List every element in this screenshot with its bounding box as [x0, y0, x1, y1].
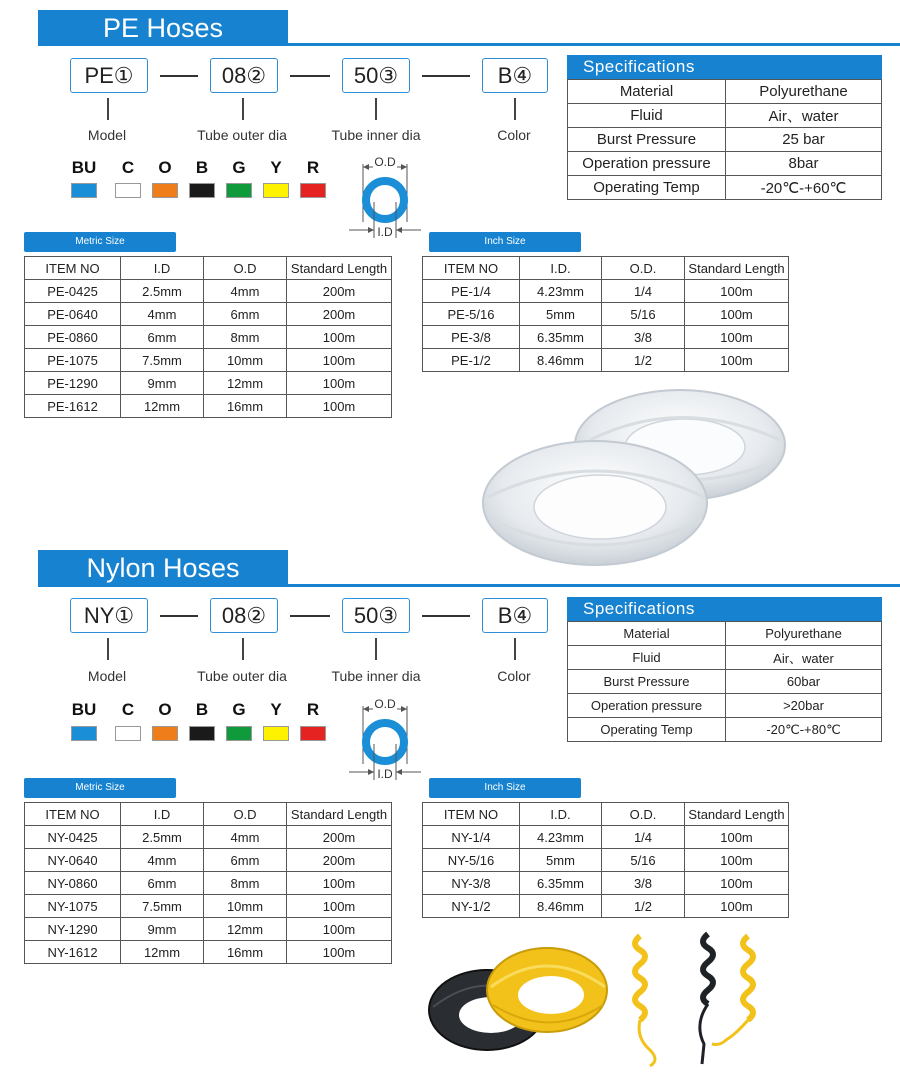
table-row	[25, 826, 392, 849]
spec-value: -20℃-+60℃	[726, 176, 882, 200]
ny-color-letter: BU	[71, 700, 97, 719]
spec-key: Operating Temp	[568, 718, 726, 742]
cell: PE-1075	[25, 349, 121, 372]
yellow-coil	[487, 948, 607, 1032]
table-row	[568, 646, 882, 670]
ny-label-model: Model	[87, 668, 127, 684]
cell: NY-0425	[25, 826, 121, 849]
pe-section-title: PE Hoses	[38, 10, 288, 46]
table-row	[423, 895, 789, 918]
pe-color-letter: B	[195, 158, 209, 177]
cell: PE-0860	[25, 326, 121, 349]
cell: 200m	[287, 826, 392, 849]
ny-code-dash	[160, 615, 198, 617]
cell: 16mm	[204, 395, 287, 418]
cell: PE-0640	[25, 303, 121, 326]
yellow-spiral-right	[712, 936, 753, 1045]
ny-label-outer: Tube outer dia	[197, 668, 287, 684]
pe-color-letter: O	[158, 158, 172, 177]
table-row	[25, 872, 392, 895]
col-header: Standard Length	[287, 803, 392, 826]
ny-color-letter: C	[121, 700, 135, 719]
ny-color-letter: O	[158, 700, 172, 719]
cell: 100m	[685, 849, 789, 872]
col-header: I.D	[121, 803, 204, 826]
cell: 1/2	[602, 895, 685, 918]
cell: 5mm	[520, 849, 602, 872]
table-row	[423, 849, 789, 872]
yellow-spiral-left	[635, 936, 655, 1066]
cell: 5/16	[602, 303, 685, 326]
spec-key: Burst Pressure	[568, 670, 726, 694]
pe-label-color: Color	[497, 127, 531, 143]
cell: NY-1/4	[423, 826, 520, 849]
ny-specs-title: Specifications	[567, 597, 882, 621]
ny-label-inner: Tube inner dia	[331, 668, 421, 684]
cell: 100m	[287, 326, 392, 349]
cell: PE-0425	[25, 280, 121, 303]
spec-value: Air、water	[726, 104, 882, 128]
ny-color-swatch	[115, 726, 141, 741]
ny-tube-diagram	[345, 694, 425, 784]
col-header: O.D	[204, 803, 287, 826]
pe-color-letter: BU	[71, 158, 97, 177]
cell: NY-1/2	[423, 895, 520, 918]
cell: 16mm	[204, 941, 287, 964]
cell: 100m	[685, 826, 789, 849]
cell: 100m	[287, 872, 392, 895]
cell: PE-1/2	[423, 349, 520, 372]
ny-code-inner: 50③	[342, 598, 410, 633]
ny-color-letter: R	[306, 700, 320, 719]
spec-key: Fluid	[568, 646, 726, 670]
cell: 12mm	[204, 372, 287, 395]
col-header: Standard Length	[685, 803, 789, 826]
ny-code-dash	[422, 615, 470, 617]
cell: PE-3/8	[423, 326, 520, 349]
ny-od-label: O.D	[374, 697, 396, 711]
table-row	[568, 694, 882, 718]
ny-id-label: I.D	[377, 767, 393, 781]
ny-color-swatch	[300, 726, 326, 741]
cell: 3/8	[602, 326, 685, 349]
table-row	[568, 622, 882, 646]
cell: 8.46mm	[520, 349, 602, 372]
cell: NY-1612	[25, 941, 121, 964]
cell: 12mm	[121, 395, 204, 418]
cell: PE-5/16	[423, 303, 520, 326]
cell: 1/2	[602, 349, 685, 372]
cell: PE-1612	[25, 395, 121, 418]
cell: PE-1290	[25, 372, 121, 395]
pe-metric-label: Metric Size	[24, 232, 176, 252]
ny-color-swatch	[226, 726, 252, 741]
col-header: O.D	[204, 257, 287, 280]
col-header: Standard Length	[685, 257, 789, 280]
col-header: I.D	[121, 257, 204, 280]
table-row	[25, 849, 392, 872]
cell: 4mm	[121, 303, 204, 326]
table-row	[423, 826, 789, 849]
ny-code-tick	[514, 638, 516, 660]
pe-inch-label: Inch Size	[429, 232, 581, 252]
spec-value: >20bar	[726, 694, 882, 718]
spec-key: Material	[568, 80, 726, 104]
pe-code-model: PE①	[70, 58, 148, 93]
pe-od-label: O.D	[374, 155, 396, 169]
spec-key: Material	[568, 622, 726, 646]
col-header: ITEM NO	[25, 803, 121, 826]
cell: 1/4	[602, 280, 685, 303]
cell: NY-1290	[25, 918, 121, 941]
cell: 4mm	[204, 826, 287, 849]
ny-code-tick	[375, 638, 377, 660]
col-header: I.D.	[520, 803, 602, 826]
cell: 100m	[685, 872, 789, 895]
pe-code-inner: 50③	[342, 58, 410, 93]
ny-color-swatch	[152, 726, 178, 741]
col-header: O.D.	[602, 803, 685, 826]
cell: 100m	[685, 326, 789, 349]
cell: 200m	[287, 280, 392, 303]
cell: 9mm	[121, 918, 204, 941]
col-header: Standard Length	[287, 257, 392, 280]
pe-color-letter: Y	[270, 158, 282, 177]
ny-code-tick	[242, 638, 244, 660]
spec-key: Burst Pressure	[568, 128, 726, 152]
ny-spiral-hoses-image	[620, 928, 770, 1068]
cell: 5mm	[520, 303, 602, 326]
cell: 100m	[685, 349, 789, 372]
cell: NY-0860	[25, 872, 121, 895]
ny-color-swatch	[71, 726, 97, 741]
cell: 200m	[287, 303, 392, 326]
cell: 12mm	[121, 941, 204, 964]
spec-value: 8bar	[726, 152, 882, 176]
cell: 100m	[287, 941, 392, 964]
cell: 8.46mm	[520, 895, 602, 918]
cell: 6.35mm	[520, 872, 602, 895]
cell: 6mm	[121, 326, 204, 349]
pe-id-label: I.D	[377, 225, 393, 239]
col-header: ITEM NO	[25, 257, 121, 280]
cell: 100m	[685, 280, 789, 303]
cell: 3/8	[602, 872, 685, 895]
spec-value: Polyurethane	[726, 622, 882, 646]
ny-color-swatch	[263, 726, 289, 741]
table-row	[25, 918, 392, 941]
ny-color-swatch	[189, 726, 215, 741]
spec-key: Operating Temp	[568, 176, 726, 200]
cell: NY-0640	[25, 849, 121, 872]
ny-color-letter: Y	[270, 700, 282, 719]
cell: NY-3/8	[423, 872, 520, 895]
cell: 200m	[287, 849, 392, 872]
ny-metric-table	[24, 802, 392, 964]
pe-color-letter: G	[232, 158, 246, 177]
cell: 4.23mm	[520, 826, 602, 849]
table-header-row	[25, 803, 392, 826]
cell: 5/16	[602, 849, 685, 872]
cell: NY-1075	[25, 895, 121, 918]
cell: 6mm	[204, 303, 287, 326]
spec-key: Operation pressure	[568, 152, 726, 176]
cell: 6mm	[121, 872, 204, 895]
cell: 7.5mm	[121, 895, 204, 918]
ny-code-tick	[107, 638, 109, 660]
ny-specs-table	[567, 621, 882, 742]
pe-color-letter: R	[306, 158, 320, 177]
col-header: I.D.	[520, 257, 602, 280]
spec-key: Operation pressure	[568, 694, 726, 718]
black-spiral	[700, 934, 713, 1064]
table-header-row	[423, 803, 789, 826]
pe-label-outer: Tube outer dia	[197, 127, 287, 143]
pe-label-model: Model	[87, 127, 127, 143]
cell: 8mm	[204, 872, 287, 895]
ny-code-outer: 08②	[210, 598, 278, 633]
ny-code-model: NY①	[70, 598, 148, 633]
cell: 2.5mm	[121, 280, 204, 303]
cell: 10mm	[204, 349, 287, 372]
pe-label-inner: Tube inner dia	[331, 127, 421, 143]
cell: 7.5mm	[121, 349, 204, 372]
col-header: ITEM NO	[423, 257, 520, 280]
cell: NY-5/16	[423, 849, 520, 872]
spec-key: Fluid	[568, 104, 726, 128]
cell: 100m	[287, 395, 392, 418]
table-row	[25, 895, 392, 918]
ny-hose-coils-image	[425, 935, 615, 1070]
spec-value: Polyurethane	[726, 80, 882, 104]
ny-code-color: B④	[482, 598, 548, 633]
cell: 1/4	[602, 826, 685, 849]
ny-inch-label: Inch Size	[429, 778, 581, 798]
cell: 9mm	[121, 372, 204, 395]
cell: 4.23mm	[520, 280, 602, 303]
cell: 100m	[287, 918, 392, 941]
spec-value: 60bar	[726, 670, 882, 694]
ny-section-title: Nylon Hoses	[38, 550, 288, 586]
table-row	[568, 718, 882, 742]
spec-value: -20℃-+80℃	[726, 718, 882, 742]
cell: 6.35mm	[520, 326, 602, 349]
cell: 100m	[287, 349, 392, 372]
cell: 100m	[287, 895, 392, 918]
cell: 100m	[287, 372, 392, 395]
ny-label-color: Color	[497, 668, 531, 684]
pe-code-color: B④	[482, 58, 548, 93]
cell: PE-1/4	[423, 280, 520, 303]
spec-value: Air、water	[726, 646, 882, 670]
ny-inch-table	[422, 802, 789, 918]
cell: 4mm	[204, 280, 287, 303]
pe-code-outer: 08②	[210, 58, 278, 93]
table-row	[423, 872, 789, 895]
pe-color-letter: C	[121, 158, 135, 177]
cell: 4mm	[121, 849, 204, 872]
pe-specs-title: Specifications	[567, 55, 882, 79]
cell: 100m	[685, 895, 789, 918]
cell: 8mm	[204, 326, 287, 349]
spec-value: 25 bar	[726, 128, 882, 152]
ny-metric-label: Metric Size	[24, 778, 176, 798]
ny-title-rule	[38, 584, 900, 587]
cell: 100m	[685, 303, 789, 326]
table-row	[25, 941, 392, 964]
ny-color-letter: G	[232, 700, 246, 719]
cell: 2.5mm	[121, 826, 204, 849]
ny-code-dash	[290, 615, 330, 617]
col-header: ITEM NO	[423, 803, 520, 826]
ny-color-letter: B	[195, 700, 209, 719]
cell: 12mm	[204, 918, 287, 941]
cell: 10mm	[204, 895, 287, 918]
col-header: O.D.	[602, 257, 685, 280]
table-row	[568, 670, 882, 694]
cell: 6mm	[204, 849, 287, 872]
